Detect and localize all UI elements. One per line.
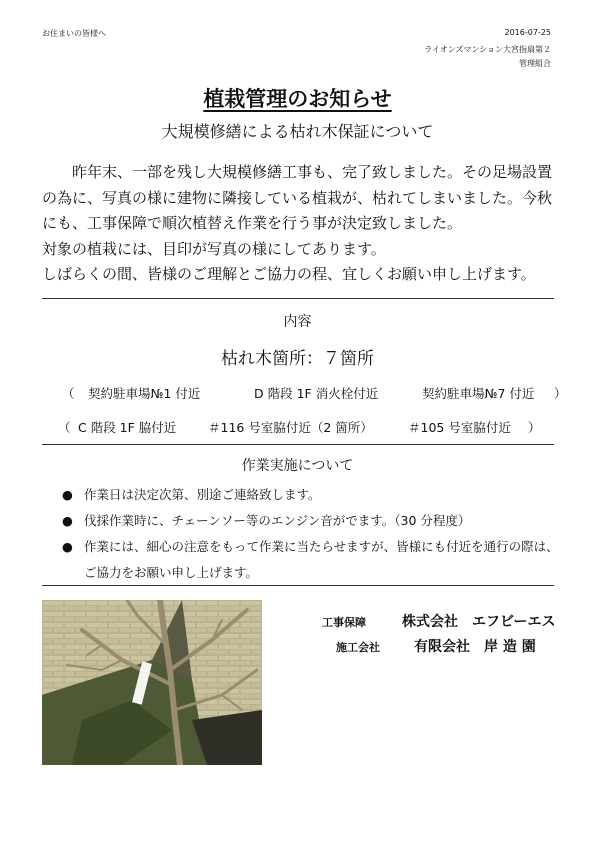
- paren-open: （: [62, 386, 75, 401]
- contractor-label: 施工会社: [336, 641, 380, 654]
- locations-row-1: [62, 384, 567, 402]
- location-item: C 階段 1F 脇付近: [78, 420, 177, 435]
- paren-close: ）: [554, 386, 567, 401]
- body-line-2: 対象の植栽には、目印が写真の様にしてあります。: [42, 239, 386, 258]
- location-item: ＃116 号室脇付近（2 箇所）: [208, 420, 373, 435]
- work-heading: 作業実施について: [241, 458, 354, 474]
- bullet-icon: ●: [62, 513, 73, 528]
- bullet-icon: ●: [62, 539, 73, 554]
- warranty-company-name: 株式会社 エフビーエス: [402, 614, 556, 630]
- divider: [42, 298, 554, 299]
- organization-committee: 管理組合: [519, 59, 551, 68]
- warranty-company-row: [322, 611, 555, 631]
- location-item: D 階段 1F 消火栓付近: [254, 386, 379, 401]
- body-paragraph-1: 昨年末、一部を残し大規模修繕工事も、完了致しました。その足場設置の為に、写真の様に建物に隣接している植栽が、枯れてしまいました。今秋にも、工事保障で順次植替え作業を行う事が決定致しました。: [42, 163, 553, 232]
- notice-body: [42, 160, 557, 288]
- paren-close: ）: [528, 420, 541, 435]
- dead-tree-count: 枯れ木箇所：７箇所: [221, 349, 374, 369]
- recipient-line: お住まいの皆様へ: [42, 29, 106, 38]
- notice-date: 2016-07-25: [504, 28, 551, 37]
- paren-open: （: [58, 420, 71, 435]
- work-item-text: 作業日は決定次第、別途ご連絡致します。: [84, 487, 321, 502]
- notice-title: 植栽管理のお知らせ: [203, 87, 392, 111]
- notice-subtitle: 大規模修繕による枯れ木保証について: [161, 122, 434, 141]
- contractor-company-row: [336, 636, 536, 656]
- locations-row-2: [58, 418, 541, 436]
- organization-name: ライオンズマンション大宮指扇第２: [424, 45, 551, 54]
- warranty-label: 工事保障: [322, 616, 366, 629]
- divider: [42, 585, 554, 586]
- location-item: ＃105 号室脇付近: [408, 420, 511, 435]
- work-item-continuation: ご協力をお願い申し上げます。: [84, 565, 259, 580]
- work-list: [62, 482, 562, 586]
- list-item: [62, 534, 562, 560]
- location-item: 契約駐車場№7 付近: [422, 386, 535, 401]
- bullet-icon: ●: [62, 487, 73, 502]
- divider: [42, 444, 554, 445]
- list-item: [62, 508, 562, 534]
- body-line-3: しばらくの間、皆様のご理解とご協力の程、宜しくお願い申し上げます。: [42, 265, 536, 283]
- dead-tree-photo: [42, 600, 262, 765]
- work-item-text: 伐採作業時に、チェーンソー等のエンジン音がでます。（30 分程度）: [84, 513, 471, 528]
- contractor-company-name: 有限会社 岸 造 園: [414, 639, 536, 655]
- work-item-text: 作業には、細心の注意をもって作業に当たらせますが、皆様にも付近を通行の際は、: [84, 539, 559, 554]
- notice-title-wrapper: [0, 83, 595, 113]
- list-item: [62, 482, 562, 508]
- contents-heading: 内容: [283, 314, 312, 330]
- location-item: 契約駐車場№1 付近: [88, 386, 201, 401]
- dead-tree-photo-graphic: [42, 600, 262, 765]
